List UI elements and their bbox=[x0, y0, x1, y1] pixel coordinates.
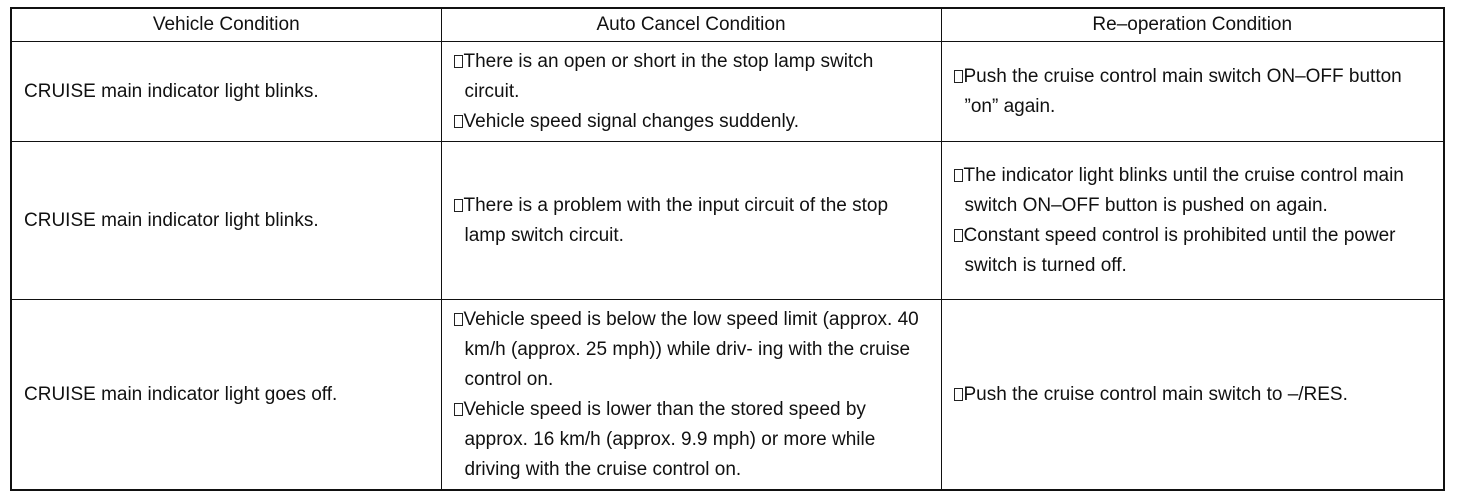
vehicle-condition-cell: CRUISE main indicator light blinks. bbox=[11, 142, 441, 300]
list-item bbox=[454, 305, 931, 395]
auto-cancel-cell bbox=[441, 42, 941, 142]
checkbox-square-icon bbox=[454, 403, 463, 416]
table-row bbox=[11, 42, 1444, 142]
checkbox-square-icon bbox=[954, 229, 963, 242]
list-item bbox=[454, 395, 931, 485]
item-text: Push the cruise control main switch ON–OFF button ”on” again. bbox=[963, 65, 1402, 117]
list-item bbox=[954, 221, 1434, 281]
auto-cancel-cell bbox=[441, 142, 941, 300]
table-row bbox=[11, 300, 1444, 490]
item-text: The indicator light blinks until the cruise control main switch ON–OFF button is pushed on again. bbox=[963, 164, 1404, 216]
vehicle-condition-cell: CRUISE main indicator light blinks. bbox=[11, 42, 441, 142]
list-item bbox=[454, 47, 931, 107]
list-item bbox=[954, 161, 1434, 221]
item-text: Constant speed control is prohibited until the power switch is turned off. bbox=[963, 224, 1396, 276]
checkbox-square-icon bbox=[454, 55, 463, 68]
checkbox-square-icon bbox=[954, 388, 963, 401]
list-item bbox=[454, 191, 931, 251]
checkbox-square-icon bbox=[954, 70, 963, 83]
item-text: Push the cruise control main switch to –/RES. bbox=[963, 383, 1348, 405]
checkbox-square-icon bbox=[454, 199, 463, 212]
checkbox-square-icon bbox=[954, 169, 963, 182]
reoperation-cell bbox=[941, 300, 1444, 490]
reoperation-cell bbox=[941, 142, 1444, 300]
table-header-row bbox=[11, 8, 1444, 42]
checkbox-square-icon bbox=[454, 115, 463, 128]
checkbox-square-icon bbox=[454, 313, 463, 326]
auto-cancel-cell bbox=[441, 300, 941, 490]
item-text: There is an open or short in the stop lamp switch circuit. bbox=[463, 50, 874, 102]
item-text: There is a problem with the input circuit of the stop lamp switch circuit. bbox=[463, 194, 889, 246]
item-text: Vehicle speed signal changes suddenly. bbox=[463, 110, 800, 132]
item-text: Vehicle speed is lower than the stored speed by approx. 16 km/h (approx. 9.9 mph) or more while driving with the cruise control on. bbox=[463, 398, 876, 480]
header-vehicle-condition: Vehicle Condition bbox=[11, 8, 441, 42]
list-item bbox=[454, 107, 931, 137]
vehicle-condition-cell: CRUISE main indicator light goes off. bbox=[11, 300, 441, 490]
list-item bbox=[954, 380, 1434, 410]
item-text: Vehicle speed is below the low speed limit (approx. 40 km/h (approx. 25 mph)) while driv- ing with the cruise control on. bbox=[463, 308, 919, 390]
header-auto-cancel-condition: Auto Cancel Condition bbox=[441, 8, 941, 42]
reoperation-cell bbox=[941, 42, 1444, 142]
header-reoperation-condition: Re–operation Condition bbox=[941, 8, 1444, 42]
table-row bbox=[11, 142, 1444, 300]
list-item bbox=[954, 62, 1434, 122]
cruise-condition-table bbox=[10, 7, 1445, 491]
